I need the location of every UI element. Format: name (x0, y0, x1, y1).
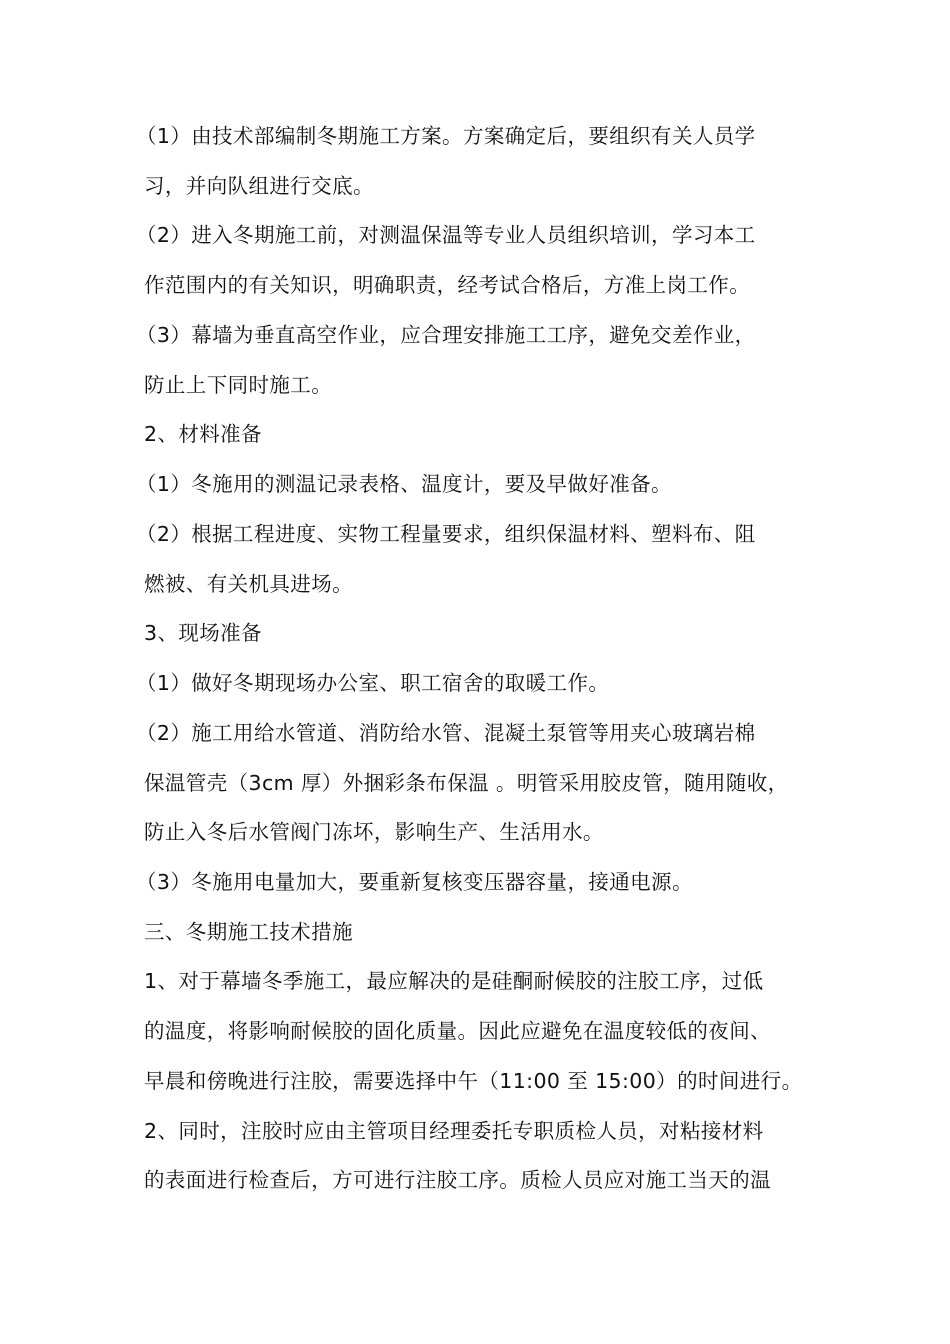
section-heading: 三、冬期施工技术措施 (144, 920, 353, 944)
text-line: （2）根据工程进度、实物工程量要求，组织保温材料、塑料布、阻 (136, 522, 756, 546)
text-line: （2）施工用给水管道、消防给水管、混凝土泵管等用夹心玻璃岩棉 (136, 721, 756, 745)
text-line: 保温管壳（3cm 厚）外捆彩条布保温 。明管采用胶皮管，随用随收， (144, 771, 789, 795)
section-heading: 3、现场准备 (144, 621, 262, 645)
text-line: （1）做好冬期现场办公室、职工宿舍的取暖工作。 (136, 671, 610, 695)
text-line: 早晨和傍晚进行注胶，需要选择中午（11:00 至 15:00）的时间进行。 (144, 1069, 803, 1093)
text-line: 1、对于幕墙冬季施工，最应解决的是硅酮耐候胶的注胶工序，过低 (144, 969, 764, 993)
text-line: 防止上下同时施工。 (144, 373, 333, 397)
text-line: （1）由技术部编制冬期施工方案。方案确定后，要组织有关人员学 (136, 124, 756, 148)
section-heading: 2、材料准备 (144, 422, 262, 446)
text-line: （3）幕墙为垂直高空作业，应合理安排施工工序，避免交差作业， (136, 323, 756, 347)
text-line: （1）冬施用的测温记录表格、温度计，要及早做好准备。 (136, 472, 672, 496)
text-line: 作范围内的有关知识，明确职责，经考试合格后，方准上岗工作。 (144, 273, 751, 297)
text-line: 燃被、有关机具进场。 (144, 572, 353, 596)
text-line: 的温度，将影响耐候胶的固化质量。因此应避免在温度较低的夜间、 (144, 1019, 771, 1043)
text-line: （2）进入冬期施工前，对测温保温等专业人员组织培训，学习本工 (136, 223, 756, 247)
text-line: 防止入冬后水管阀门冻坏，影响生产、生活用水。 (144, 820, 604, 844)
text-line: 2、同时，注胶时应由主管项目经理委托专职质检人员，对粘接材料 (144, 1119, 764, 1143)
text-line: （3）冬施用电量加大，要重新复核变压器容量，接通电源。 (136, 870, 693, 894)
text-line: 的表面进行检查后，方可进行注胶工序。质检人员应对施工当天的温 (144, 1168, 771, 1192)
text-line: 习，并向队组进行交底。 (144, 174, 374, 198)
